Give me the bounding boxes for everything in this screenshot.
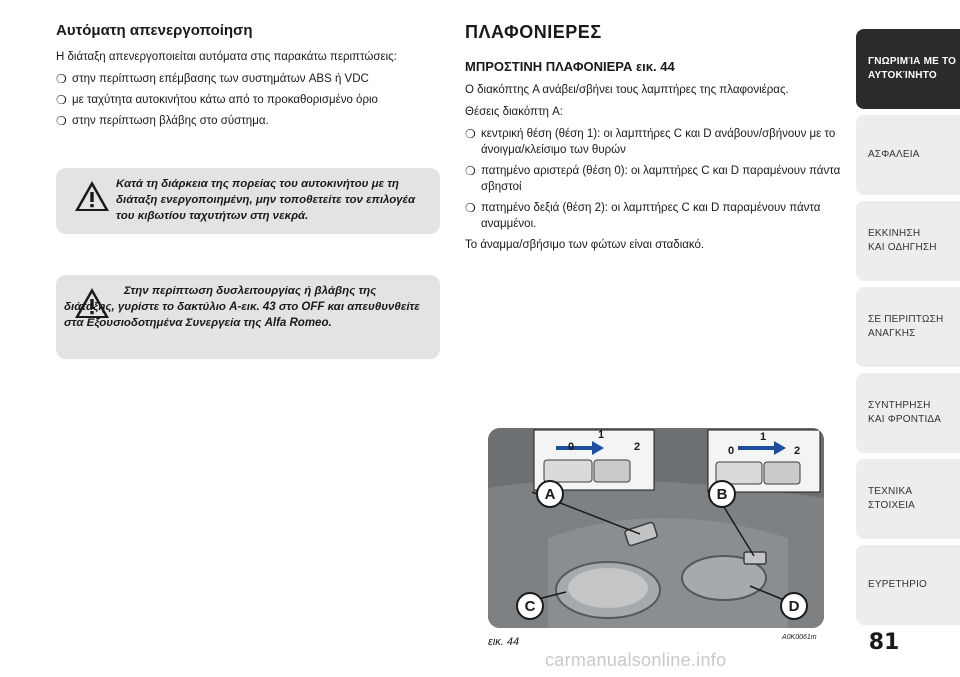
tab-safety[interactable] [856,115,960,195]
position-0-label-right: 0 [728,445,735,457]
tab-getting-to-know-car[interactable] [856,29,960,109]
tab-label: ΕΥΡΕΤΗΡΙΟ [868,579,928,590]
tab-index[interactable] [856,545,960,625]
tab-emergency[interactable] [856,287,960,367]
warning-box-1 [56,168,440,234]
paragraph-gradual: Το άναμμα/σβήσιμο των φώτων είναι σταδιακό. [465,239,705,251]
paragraph-positions: Θέσεις διακόπτη A: [465,106,563,118]
tab-label: ΣΥΝΤΗΡΗΣΗ ΚΑΙ ΦΡΟΝΤΙΔΑ [868,400,942,425]
bullet-circle-icon: ❍ [465,201,476,215]
bullet-item [56,92,440,108]
bullet-item [465,163,850,195]
bullet-text: με ταχύτητα αυτοκινήτου κάτω από το προκαθορισμένο όριο [72,94,378,106]
page-number: 81 [868,630,900,655]
warning-box-2 [56,275,440,359]
tab-label: ΤΕΧΝΙΚΑ ΣΤΟΙΧΕΙΑ [868,486,916,511]
figure-caption: εικ. 44 [488,636,520,648]
ceiling-light-illustration [488,428,824,628]
chapter-side-tabs [856,29,960,631]
watermark: carmanualsonline.info [545,650,727,670]
tab-label: ΕΚΚΙΝΗΣΗ ΚΑΙ ΟΔΗΓΗΣΗ [868,228,937,253]
bullet-circle-icon: ❍ [56,72,67,86]
bullet-circle-icon: ❍ [465,164,476,178]
chapter-title: ΠΛΑΦΟΝΙΕΡΕΣ [465,22,602,42]
bullet-text: πατημένο δεξιά (θέση 2): οι λαμπτήρες C και D παραμένουν πάντα αναμμένοι. [481,202,821,230]
sub-title-front-light: ΜΠΡΟΣΤΙΝΗ ΠΛΑΦΟΝΙΕΡΑ εικ. 44 [465,59,675,74]
tab-technical-data[interactable] [856,459,960,539]
position-0-label-left: 0 [568,441,575,453]
intro-paragraph: Η διάταξη απενεργοποιείται αυτόματα στις παρακάτω περιπτώσεις: [56,51,397,63]
bullet-circle-icon: ❍ [56,93,67,107]
bullet-text: στην περίπτωση επέμβασης των συστημάτων ABS ή VDC [72,73,369,85]
warning-triangle-icon [74,180,110,212]
tab-label: ΓΝΩΡΙΜΊΑ ΜΕ ΤΟ ΑΥΤΟΚΊΝΗΤΟ [868,56,957,81]
bullet-item [465,200,850,232]
left-column [56,22,440,134]
bullet-text: στην περίπτωση βλάβης στο σύστημα. [72,115,269,127]
warning-text-2: Στην περίπτωση δυσλειτουργίας ή βλάβης της διάταξης, γυρίστε το δακτύλιο A-εικ. 43 στο OFF και απευθυνθείτε στα Εξουσιοδοτημένα Συνεργεία της Alfa Romeo. [64,285,420,329]
warning-text-1: Κατά τη διάρκεια της πορείας του αυτοκινήτου με τη διάταξη ενεργοποιημένη, μην τοποθετείτε τον επιλογέα του κιβωτίου ταχυτήτων στη νεκρά. [116,178,416,222]
bullet-text: κεντρική θέση (θέση 1): οι λαμπτήρες C και D ανάβουν/σβήνουν με το άνοιγμα/κλείσιμο των θυρών [481,128,836,156]
bullet-item [465,126,850,158]
tab-label: ΑΣΦΑΛΕΙΑ [868,149,920,160]
figure-code: A0K0061m [782,634,817,641]
position-1-label-right: 1 [760,431,767,443]
position-2-label-right: 2 [794,445,801,457]
bullet-circle-icon: ❍ [465,127,476,141]
position-2-label-left: 2 [634,441,641,453]
right-column [465,22,850,259]
bullet-circle-icon: ❍ [56,114,67,128]
callout-a-label: A [544,486,556,503]
bullet-item [56,113,440,129]
figure-ceiling-light [488,428,824,628]
bullet-item [56,71,440,87]
tab-maintenance[interactable] [856,373,960,453]
callout-d-label: D [788,598,800,615]
position-1-label-left: 1 [598,429,605,441]
tab-starting-driving[interactable] [856,201,960,281]
callout-b-label: B [716,486,728,503]
paragraph-switch: Ο διακόπτης A ανάβει/σβήνει τους λαμπτήρες της πλαφονιέρας. [465,84,789,96]
callout-c-label: C [524,598,536,615]
bullet-text: πατημένο αριστερά (θέση 0): οι λαμπτήρες C και D παραμένουν πάντα σβηστοί [481,165,841,193]
section-title-auto-deactivation: Αυτόματη απενεργοποίηση [56,22,253,39]
tab-label: ΣΕ ΠΕΡΙΠΤΩΣΗ ΑΝΑΓΚΗΣ [868,314,944,339]
